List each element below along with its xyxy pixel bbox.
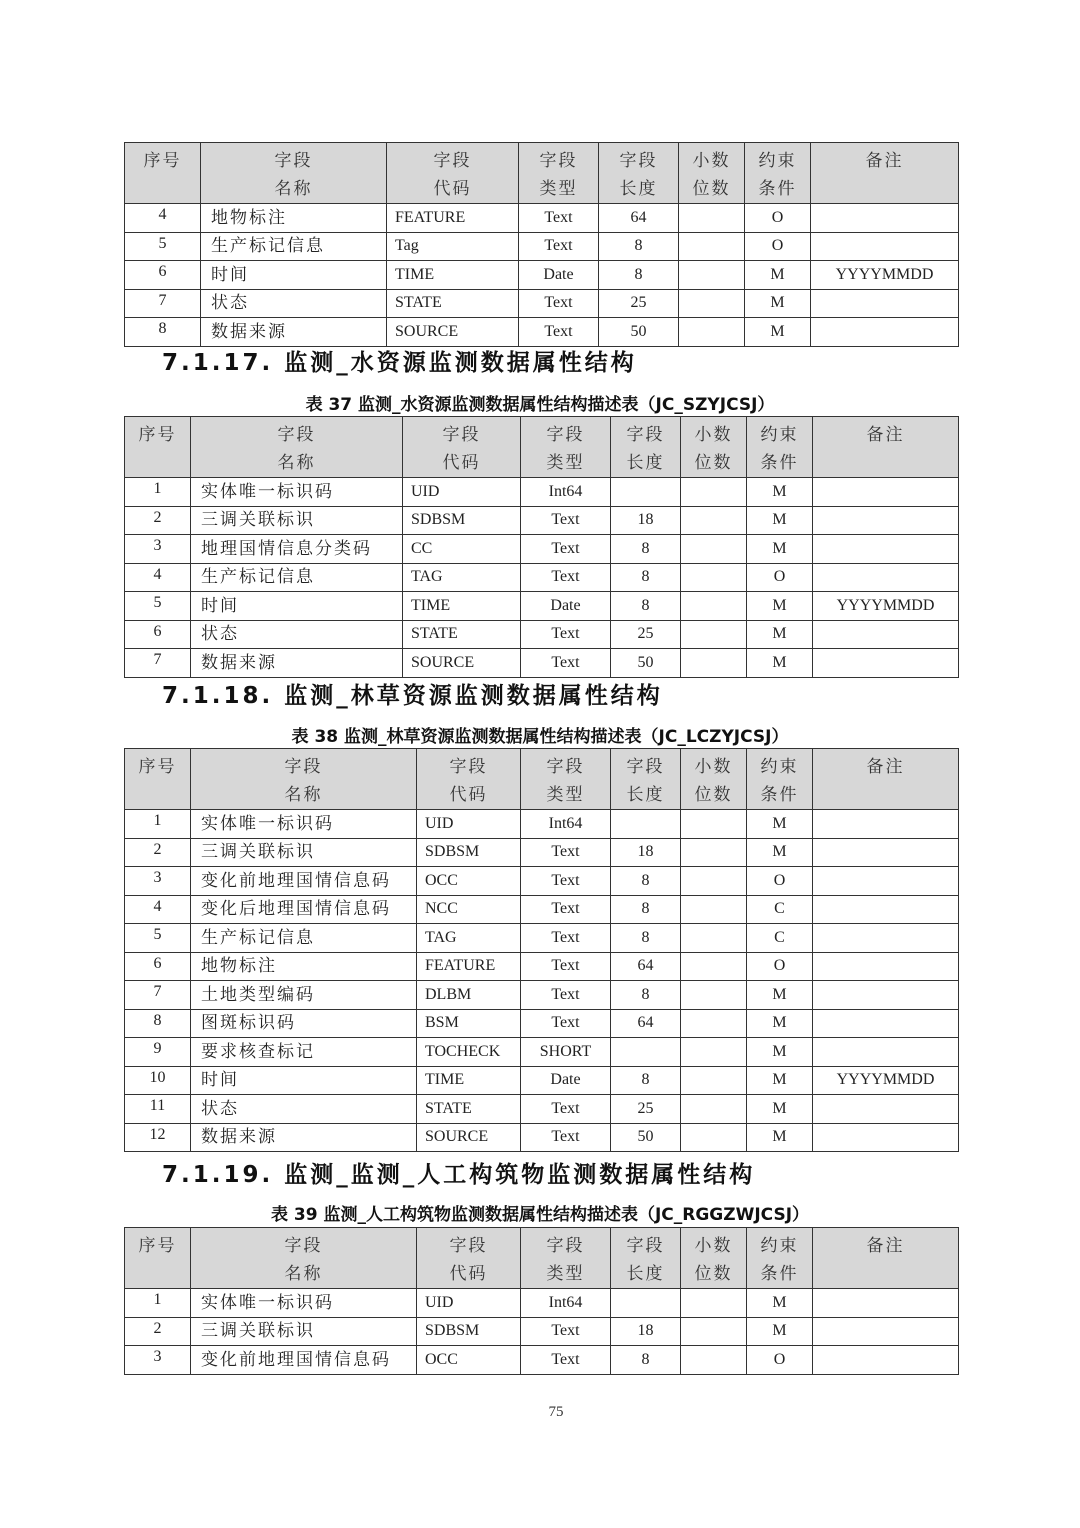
cell-field-code: TAG bbox=[417, 924, 521, 953]
table-row bbox=[125, 563, 959, 592]
header-constraint: 约束 条件 bbox=[745, 143, 811, 204]
cell-field-type: Text bbox=[521, 981, 611, 1010]
cell-field-code: CC bbox=[403, 535, 521, 564]
cell-field-code: OCC bbox=[417, 867, 521, 896]
section-heading-7-1-18: 7.1.18. 监测_林草资源监测数据属性结构 bbox=[162, 683, 663, 709]
cell-field-code: TIME bbox=[387, 261, 519, 290]
table-row bbox=[125, 1289, 959, 1318]
header-remark: 备注 bbox=[811, 143, 959, 204]
cell-seq: 9 bbox=[125, 1038, 191, 1067]
section-heading-7-1-17: 7.1.17. 监测_水资源监测数据属性结构 bbox=[162, 350, 637, 376]
header-field-name: 字段 名称 bbox=[191, 417, 403, 478]
cell-decimals bbox=[681, 981, 747, 1010]
header-constraint: 约束 条件 bbox=[747, 417, 813, 478]
cell-remark bbox=[811, 232, 959, 261]
cell-seq: 4 bbox=[125, 204, 201, 233]
cell-remark bbox=[813, 810, 959, 839]
cell-field-code: TOCHECK bbox=[417, 1038, 521, 1067]
cell-field-type: Text bbox=[519, 232, 599, 261]
table-row bbox=[125, 1038, 959, 1067]
header-row bbox=[125, 143, 959, 204]
cell-field-type: Date bbox=[521, 1066, 611, 1095]
cell-remark bbox=[813, 981, 959, 1010]
cell-decimals bbox=[681, 838, 747, 867]
cell-remark: YYYYMMDD bbox=[811, 261, 959, 290]
cell-seq: 8 bbox=[125, 318, 201, 347]
cell-field-name: 实体唯一标识码 bbox=[191, 1289, 417, 1318]
cell-decimals bbox=[681, 1095, 747, 1124]
cell-field-code: UID bbox=[417, 810, 521, 839]
cell-field-length: 8 bbox=[611, 895, 681, 924]
table-row bbox=[125, 232, 959, 261]
cell-remark bbox=[813, 563, 959, 592]
cell-seq: 6 bbox=[125, 261, 201, 290]
cell-constraint: M bbox=[747, 620, 813, 649]
cell-field-length: 50 bbox=[611, 649, 681, 678]
cell-field-length: 50 bbox=[599, 318, 679, 347]
header-field-code: 字段 代码 bbox=[417, 749, 521, 810]
cell-seq: 6 bbox=[125, 620, 191, 649]
cell-constraint: M bbox=[747, 649, 813, 678]
cell-seq: 12 bbox=[125, 1123, 191, 1152]
cell-field-name: 状态 bbox=[191, 620, 403, 649]
cell-field-name: 实体唯一标识码 bbox=[191, 478, 403, 507]
cell-decimals bbox=[681, 895, 747, 924]
cell-field-length: 64 bbox=[611, 1009, 681, 1038]
cell-seq: 10 bbox=[125, 1066, 191, 1095]
cell-field-type: Text bbox=[521, 1095, 611, 1124]
cell-field-length bbox=[611, 1038, 681, 1067]
cell-field-name: 时间 bbox=[191, 592, 403, 621]
cell-decimals bbox=[681, 506, 747, 535]
attribute-table-continued bbox=[124, 142, 959, 347]
cell-seq: 3 bbox=[125, 535, 191, 564]
header-field-name: 字段 名称 bbox=[191, 749, 417, 810]
header-field-length: 字段 长度 bbox=[599, 143, 679, 204]
header-remark: 备注 bbox=[813, 749, 959, 810]
cell-field-length: 8 bbox=[611, 563, 681, 592]
cell-field-code: SDBSM bbox=[417, 1317, 521, 1346]
header-seq: 序号 bbox=[125, 749, 191, 810]
cell-field-code: BSM bbox=[417, 1009, 521, 1038]
cell-remark: YYYYMMDD bbox=[813, 1066, 959, 1095]
cell-field-type: Date bbox=[521, 592, 611, 621]
cell-remark bbox=[813, 1095, 959, 1124]
cell-constraint: O bbox=[747, 952, 813, 981]
attribute-table-37 bbox=[124, 416, 959, 678]
cell-decimals bbox=[681, 535, 747, 564]
cell-constraint: M bbox=[747, 592, 813, 621]
cell-field-type: Text bbox=[521, 1009, 611, 1038]
cell-constraint: C bbox=[747, 895, 813, 924]
cell-field-length bbox=[611, 810, 681, 839]
section-heading-7-1-19: 7.1.19. 监测_监测_人工构筑物监测数据属性结构 bbox=[162, 1162, 756, 1188]
cell-field-name: 三调关联标识 bbox=[191, 506, 403, 535]
table-caption-38: 表 38 监测_林草资源监测数据属性结构描述表（JC_LCZYJCSJ） bbox=[291, 727, 789, 747]
cell-remark bbox=[813, 535, 959, 564]
cell-remark bbox=[813, 1038, 959, 1067]
cell-field-length: 8 bbox=[611, 981, 681, 1010]
header-field-type: 字段 类型 bbox=[521, 417, 611, 478]
cell-field-type: Text bbox=[519, 204, 599, 233]
cell-remark bbox=[813, 867, 959, 896]
cell-field-name: 变化前地理国情信息码 bbox=[191, 1346, 417, 1375]
cell-decimals bbox=[679, 289, 745, 318]
cell-seq: 2 bbox=[125, 506, 191, 535]
cell-constraint: M bbox=[747, 1317, 813, 1346]
header-remark: 备注 bbox=[813, 417, 959, 478]
attribute-table-38 bbox=[124, 748, 959, 1152]
header-field-type: 字段 类型 bbox=[521, 749, 611, 810]
cell-field-name: 地理国情信息分类码 bbox=[191, 535, 403, 564]
cell-decimals bbox=[679, 232, 745, 261]
cell-decimals bbox=[681, 924, 747, 953]
cell-field-code: TIME bbox=[417, 1066, 521, 1095]
cell-remark bbox=[813, 1317, 959, 1346]
cell-field-type: Text bbox=[521, 924, 611, 953]
attribute-table-39 bbox=[124, 1227, 959, 1375]
cell-constraint: M bbox=[747, 1009, 813, 1038]
cell-remark bbox=[813, 620, 959, 649]
cell-field-name: 数据来源 bbox=[191, 1123, 417, 1152]
page-number: 75 bbox=[548, 1404, 564, 1420]
header-field-name: 字段 名称 bbox=[191, 1228, 417, 1289]
cell-constraint: M bbox=[747, 1066, 813, 1095]
cell-field-length: 64 bbox=[611, 952, 681, 981]
table-row bbox=[125, 592, 959, 621]
cell-seq: 3 bbox=[125, 1346, 191, 1375]
cell-field-type: Text bbox=[521, 620, 611, 649]
header-remark: 备注 bbox=[813, 1228, 959, 1289]
cell-field-length: 8 bbox=[599, 232, 679, 261]
cell-field-length: 8 bbox=[611, 535, 681, 564]
header-decimals: 小数 位数 bbox=[679, 143, 745, 204]
cell-field-code: STATE bbox=[387, 289, 519, 318]
cell-constraint: O bbox=[747, 1346, 813, 1375]
cell-field-name: 状态 bbox=[201, 289, 387, 318]
table-row bbox=[125, 289, 959, 318]
cell-seq: 3 bbox=[125, 867, 191, 896]
cell-field-type: Text bbox=[521, 838, 611, 867]
cell-constraint: O bbox=[745, 232, 811, 261]
cell-decimals bbox=[681, 563, 747, 592]
cell-decimals bbox=[681, 867, 747, 896]
cell-field-name: 地物标注 bbox=[191, 952, 417, 981]
cell-field-name: 生产标记信息 bbox=[191, 563, 403, 592]
cell-remark bbox=[811, 204, 959, 233]
cell-constraint: M bbox=[747, 1095, 813, 1124]
cell-field-type: Text bbox=[521, 867, 611, 896]
cell-decimals bbox=[681, 1009, 747, 1038]
cell-remark bbox=[813, 649, 959, 678]
cell-field-code: NCC bbox=[417, 895, 521, 924]
cell-field-code: TAG bbox=[403, 563, 521, 592]
cell-field-length: 18 bbox=[611, 1317, 681, 1346]
cell-field-name: 状态 bbox=[191, 1095, 417, 1124]
cell-decimals bbox=[681, 1123, 747, 1152]
cell-remark bbox=[813, 952, 959, 981]
cell-field-type: Int64 bbox=[521, 478, 611, 507]
cell-constraint: M bbox=[747, 981, 813, 1010]
table-row bbox=[125, 1095, 959, 1124]
cell-field-name: 土地类型编码 bbox=[191, 981, 417, 1010]
cell-field-type: Int64 bbox=[521, 810, 611, 839]
cell-field-type: Text bbox=[521, 649, 611, 678]
cell-seq: 5 bbox=[125, 232, 201, 261]
cell-seq: 1 bbox=[125, 1289, 191, 1318]
cell-seq: 7 bbox=[125, 649, 191, 678]
table-row bbox=[125, 867, 959, 896]
cell-field-type: Text bbox=[521, 1123, 611, 1152]
cell-remark bbox=[813, 1009, 959, 1038]
cell-constraint: O bbox=[747, 563, 813, 592]
cell-field-code: STATE bbox=[403, 620, 521, 649]
cell-remark bbox=[813, 895, 959, 924]
cell-constraint: M bbox=[747, 838, 813, 867]
cell-constraint: M bbox=[745, 261, 811, 290]
cell-field-name: 时间 bbox=[201, 261, 387, 290]
cell-field-type: Date bbox=[519, 261, 599, 290]
cell-field-type: Text bbox=[519, 289, 599, 318]
cell-seq: 2 bbox=[125, 1317, 191, 1346]
table-row bbox=[125, 535, 959, 564]
table-row bbox=[125, 506, 959, 535]
header-field-name: 字段 名称 bbox=[201, 143, 387, 204]
cell-seq: 1 bbox=[125, 810, 191, 839]
cell-constraint: M bbox=[747, 1038, 813, 1067]
cell-field-type: Text bbox=[519, 318, 599, 347]
cell-field-code: UID bbox=[417, 1289, 521, 1318]
cell-remark bbox=[813, 506, 959, 535]
cell-seq: 11 bbox=[125, 1095, 191, 1124]
cell-decimals bbox=[681, 478, 747, 507]
cell-field-name: 生产标记信息 bbox=[191, 924, 417, 953]
header-constraint: 约束 条件 bbox=[747, 749, 813, 810]
cell-constraint: O bbox=[745, 204, 811, 233]
header-field-type: 字段 类型 bbox=[519, 143, 599, 204]
cell-remark bbox=[813, 478, 959, 507]
cell-constraint: M bbox=[747, 1123, 813, 1152]
cell-field-code: DLBM bbox=[417, 981, 521, 1010]
cell-constraint: M bbox=[747, 535, 813, 564]
cell-remark bbox=[813, 838, 959, 867]
cell-decimals bbox=[681, 592, 747, 621]
cell-field-code: SOURCE bbox=[387, 318, 519, 347]
header-seq: 序号 bbox=[125, 1228, 191, 1289]
cell-remark bbox=[813, 1123, 959, 1152]
cell-remark bbox=[813, 924, 959, 953]
cell-field-length: 18 bbox=[611, 838, 681, 867]
cell-field-code: SDBSM bbox=[417, 838, 521, 867]
cell-field-code: STATE bbox=[417, 1095, 521, 1124]
cell-field-name: 图斑标识码 bbox=[191, 1009, 417, 1038]
cell-field-length: 25 bbox=[599, 289, 679, 318]
table-row bbox=[125, 261, 959, 290]
cell-decimals bbox=[681, 1038, 747, 1067]
header-seq: 序号 bbox=[125, 417, 191, 478]
cell-field-length bbox=[611, 1289, 681, 1318]
cell-field-type: Int64 bbox=[521, 1289, 611, 1318]
cell-remark bbox=[811, 289, 959, 318]
header-row bbox=[125, 417, 959, 478]
cell-field-code: TIME bbox=[403, 592, 521, 621]
table-row bbox=[125, 318, 959, 347]
cell-decimals bbox=[681, 1289, 747, 1318]
cell-field-name: 要求核查标记 bbox=[191, 1038, 417, 1067]
cell-constraint: M bbox=[747, 810, 813, 839]
cell-field-length: 8 bbox=[611, 1346, 681, 1375]
cell-field-length: 18 bbox=[611, 506, 681, 535]
table-row bbox=[125, 649, 959, 678]
cell-field-name: 实体唯一标识码 bbox=[191, 810, 417, 839]
cell-field-type: Text bbox=[521, 506, 611, 535]
cell-seq: 4 bbox=[125, 563, 191, 592]
cell-seq: 1 bbox=[125, 478, 191, 507]
table-row bbox=[125, 1009, 959, 1038]
cell-constraint: M bbox=[747, 1289, 813, 1318]
table-row bbox=[125, 1317, 959, 1346]
cell-field-name: 数据来源 bbox=[191, 649, 403, 678]
cell-field-length: 8 bbox=[611, 1066, 681, 1095]
cell-decimals bbox=[681, 1317, 747, 1346]
cell-constraint: M bbox=[745, 318, 811, 347]
table-row bbox=[125, 810, 959, 839]
cell-seq: 7 bbox=[125, 289, 201, 318]
cell-field-length: 50 bbox=[611, 1123, 681, 1152]
table-row bbox=[125, 952, 959, 981]
cell-field-name: 生产标记信息 bbox=[201, 232, 387, 261]
cell-field-name: 变化前地理国情信息码 bbox=[191, 867, 417, 896]
cell-field-type: Text bbox=[521, 1317, 611, 1346]
cell-field-type: Text bbox=[521, 563, 611, 592]
cell-field-code: SDBSM bbox=[403, 506, 521, 535]
cell-field-type: Text bbox=[521, 952, 611, 981]
table-caption-39: 表 39 监测_人工构筑物监测数据属性结构描述表（JC_RGGZWJCSJ） bbox=[270, 1205, 810, 1225]
table-row bbox=[125, 895, 959, 924]
cell-field-type: Text bbox=[521, 1346, 611, 1375]
cell-field-name: 时间 bbox=[191, 1066, 417, 1095]
cell-remark bbox=[811, 318, 959, 347]
cell-field-length bbox=[611, 478, 681, 507]
cell-constraint: C bbox=[747, 924, 813, 953]
header-field-type: 字段 类型 bbox=[521, 1228, 611, 1289]
cell-seq: 7 bbox=[125, 981, 191, 1010]
cell-field-length: 8 bbox=[599, 261, 679, 290]
cell-remark bbox=[813, 1346, 959, 1375]
cell-field-name: 数据来源 bbox=[201, 318, 387, 347]
cell-seq: 5 bbox=[125, 924, 191, 953]
table-row bbox=[125, 1123, 959, 1152]
header-decimals: 小数 位数 bbox=[681, 749, 747, 810]
cell-field-code: FEATURE bbox=[417, 952, 521, 981]
cell-seq: 8 bbox=[125, 1009, 191, 1038]
cell-decimals bbox=[681, 649, 747, 678]
header-field-length: 字段 长度 bbox=[611, 1228, 681, 1289]
header-row bbox=[125, 1228, 959, 1289]
cell-seq: 2 bbox=[125, 838, 191, 867]
cell-field-type: Text bbox=[521, 535, 611, 564]
header-field-length: 字段 长度 bbox=[611, 749, 681, 810]
cell-decimals bbox=[679, 318, 745, 347]
cell-seq: 4 bbox=[125, 895, 191, 924]
table-row bbox=[125, 478, 959, 507]
cell-constraint: O bbox=[747, 867, 813, 896]
cell-field-type: Text bbox=[521, 895, 611, 924]
cell-field-length: 64 bbox=[599, 204, 679, 233]
cell-field-length: 8 bbox=[611, 592, 681, 621]
cell-constraint: M bbox=[745, 289, 811, 318]
cell-field-code: UID bbox=[403, 478, 521, 507]
header-field-code: 字段 代码 bbox=[403, 417, 521, 478]
cell-decimals bbox=[679, 261, 745, 290]
header-row bbox=[125, 749, 959, 810]
cell-seq: 5 bbox=[125, 592, 191, 621]
cell-constraint: M bbox=[747, 478, 813, 507]
cell-field-code: Tag bbox=[387, 232, 519, 261]
cell-decimals bbox=[681, 810, 747, 839]
cell-field-name: 三调关联标识 bbox=[191, 838, 417, 867]
cell-decimals bbox=[681, 620, 747, 649]
table-row bbox=[125, 838, 959, 867]
cell-field-code: SOURCE bbox=[403, 649, 521, 678]
header-field-length: 字段 长度 bbox=[611, 417, 681, 478]
table-row bbox=[125, 204, 959, 233]
cell-field-length: 8 bbox=[611, 924, 681, 953]
table-row bbox=[125, 981, 959, 1010]
cell-field-code: OCC bbox=[417, 1346, 521, 1375]
cell-constraint: M bbox=[747, 506, 813, 535]
cell-field-length: 8 bbox=[611, 867, 681, 896]
cell-seq: 6 bbox=[125, 952, 191, 981]
cell-field-name: 变化后地理国情信息码 bbox=[191, 895, 417, 924]
header-seq: 序号 bbox=[125, 143, 201, 204]
header-decimals: 小数 位数 bbox=[681, 1228, 747, 1289]
table-row bbox=[125, 620, 959, 649]
cell-remark bbox=[813, 1289, 959, 1318]
cell-field-name: 地物标注 bbox=[201, 204, 387, 233]
header-field-code: 字段 代码 bbox=[417, 1228, 521, 1289]
cell-field-code: FEATURE bbox=[387, 204, 519, 233]
table-row bbox=[125, 1066, 959, 1095]
cell-field-length: 25 bbox=[611, 1095, 681, 1124]
cell-decimals bbox=[681, 952, 747, 981]
header-field-code: 字段 代码 bbox=[387, 143, 519, 204]
table-row bbox=[125, 924, 959, 953]
cell-field-type: SHORT bbox=[521, 1038, 611, 1067]
cell-field-code: SOURCE bbox=[417, 1123, 521, 1152]
table-row bbox=[125, 1346, 959, 1375]
cell-decimals bbox=[681, 1346, 747, 1375]
cell-remark: YYYYMMDD bbox=[813, 592, 959, 621]
header-constraint: 约束 条件 bbox=[747, 1228, 813, 1289]
table-caption-37: 表 37 监测_水资源监测数据属性结构描述表（JC_SZYJCSJ） bbox=[305, 395, 775, 415]
cell-decimals bbox=[681, 1066, 747, 1095]
cell-field-name: 三调关联标识 bbox=[191, 1317, 417, 1346]
cell-field-length: 25 bbox=[611, 620, 681, 649]
header-decimals: 小数 位数 bbox=[681, 417, 747, 478]
cell-decimals bbox=[679, 204, 745, 233]
